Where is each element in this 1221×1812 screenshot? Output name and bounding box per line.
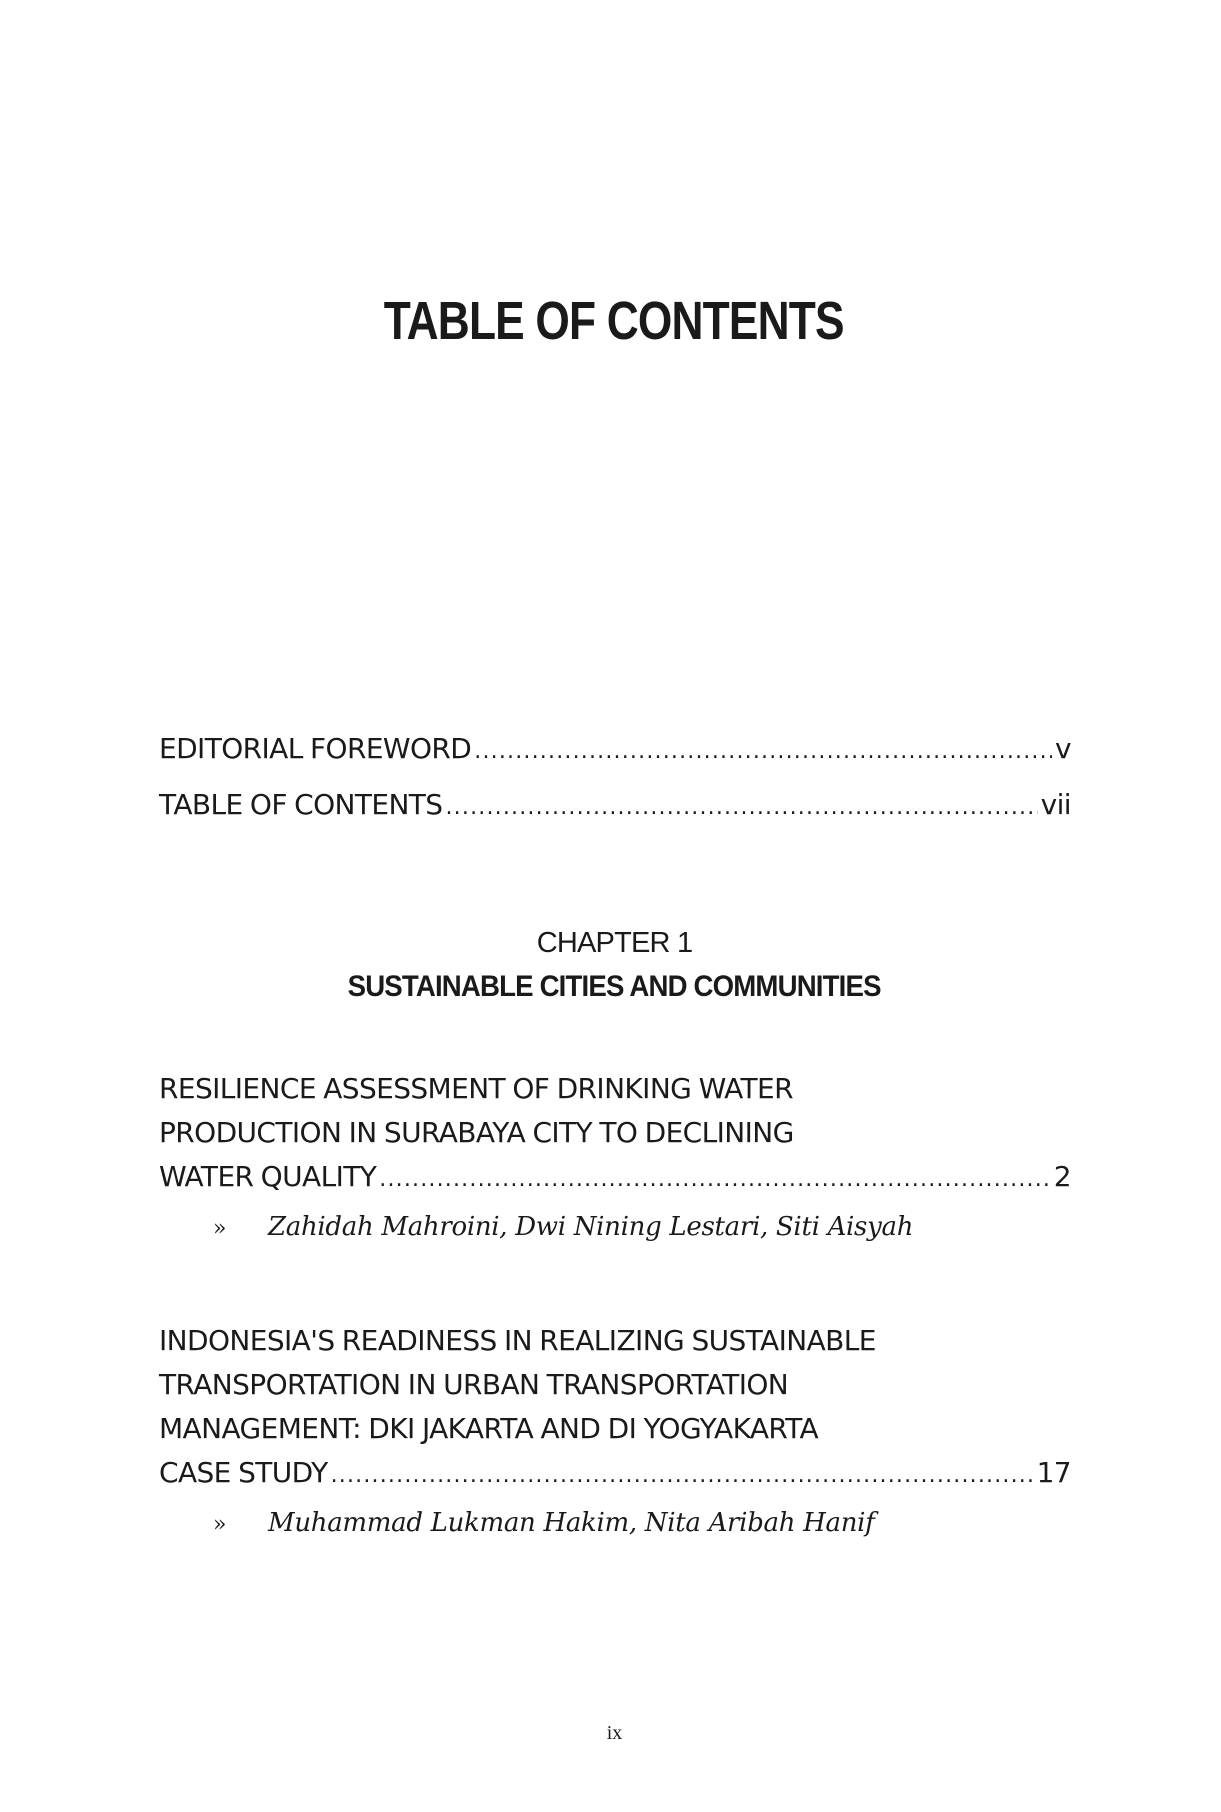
author-names: Muhammad Lukman Hakim, Nita Aribah Hanif — [268, 1508, 875, 1538]
bullet-icon: » — [213, 1512, 227, 1537]
front-matter-list — [159, 722, 1071, 834]
bullet-icon: » — [213, 1216, 227, 1241]
entry-title-line: INDONESIA'S READINESS IN REALIZING SUSTAINABLE — [159, 1324, 876, 1357]
toc-entry-title: TABLE OF CONTENTS — [159, 788, 443, 821]
dot-leader — [445, 778, 1037, 834]
entry-authors — [159, 1212, 1071, 1242]
author-names: Zahidah Mahroini, Dwi Nining Lestari, Siti Aisyah — [268, 1212, 914, 1242]
entry-title-last-line — [159, 1155, 1071, 1202]
chapter-heading — [0, 920, 1221, 1008]
toc-entry-title: EDITORIAL FOREWORD — [159, 732, 472, 765]
entry-title-last-line — [159, 1451, 1071, 1498]
dot-leader — [474, 722, 1052, 778]
toc-entry-page: v — [1055, 732, 1071, 765]
toc-entry-editorial-foreword[interactable] — [159, 722, 1071, 778]
page-number: ix — [606, 1722, 623, 1744]
entry-title-line: WATER QUALITY — [159, 1160, 377, 1193]
toc-entry-resilience-assessment[interactable] — [159, 1067, 1071, 1242]
entry-title-line: PRODUCTION IN SURABAYA CITY TO DECLINING — [159, 1116, 794, 1149]
toc-entry-sustainable-transportation[interactable] — [159, 1319, 1071, 1538]
entry-title-line: CASE STUDY — [159, 1456, 328, 1489]
toc-entry-page: 2 — [1053, 1160, 1071, 1193]
chapter-label: CHAPTER 1 — [536, 927, 693, 959]
entry-title-line: TRANSPORTATION IN URBAN TRANSPORTATION — [159, 1368, 789, 1401]
entry-title-line: MANAGEMENT: DKI JAKARTA AND DI YOGYAKARTA — [159, 1412, 819, 1445]
toc-entry-page: 17 — [1036, 1456, 1071, 1489]
dot-leader — [379, 1155, 1051, 1202]
entry-title-line: RESILIENCE ASSESSMENT OF DRINKING WATER — [159, 1072, 793, 1105]
toc-entry-page: vii — [1040, 788, 1071, 821]
toc-entry-table-of-contents[interactable] — [159, 778, 1071, 834]
chapter-title: SUSTAINABLE CITIES AND COMMUNITIES — [347, 970, 881, 1003]
dot-leader — [331, 1451, 1034, 1498]
page-title: TABLE OF CONTENTS — [383, 291, 844, 351]
entry-authors — [159, 1508, 1071, 1538]
